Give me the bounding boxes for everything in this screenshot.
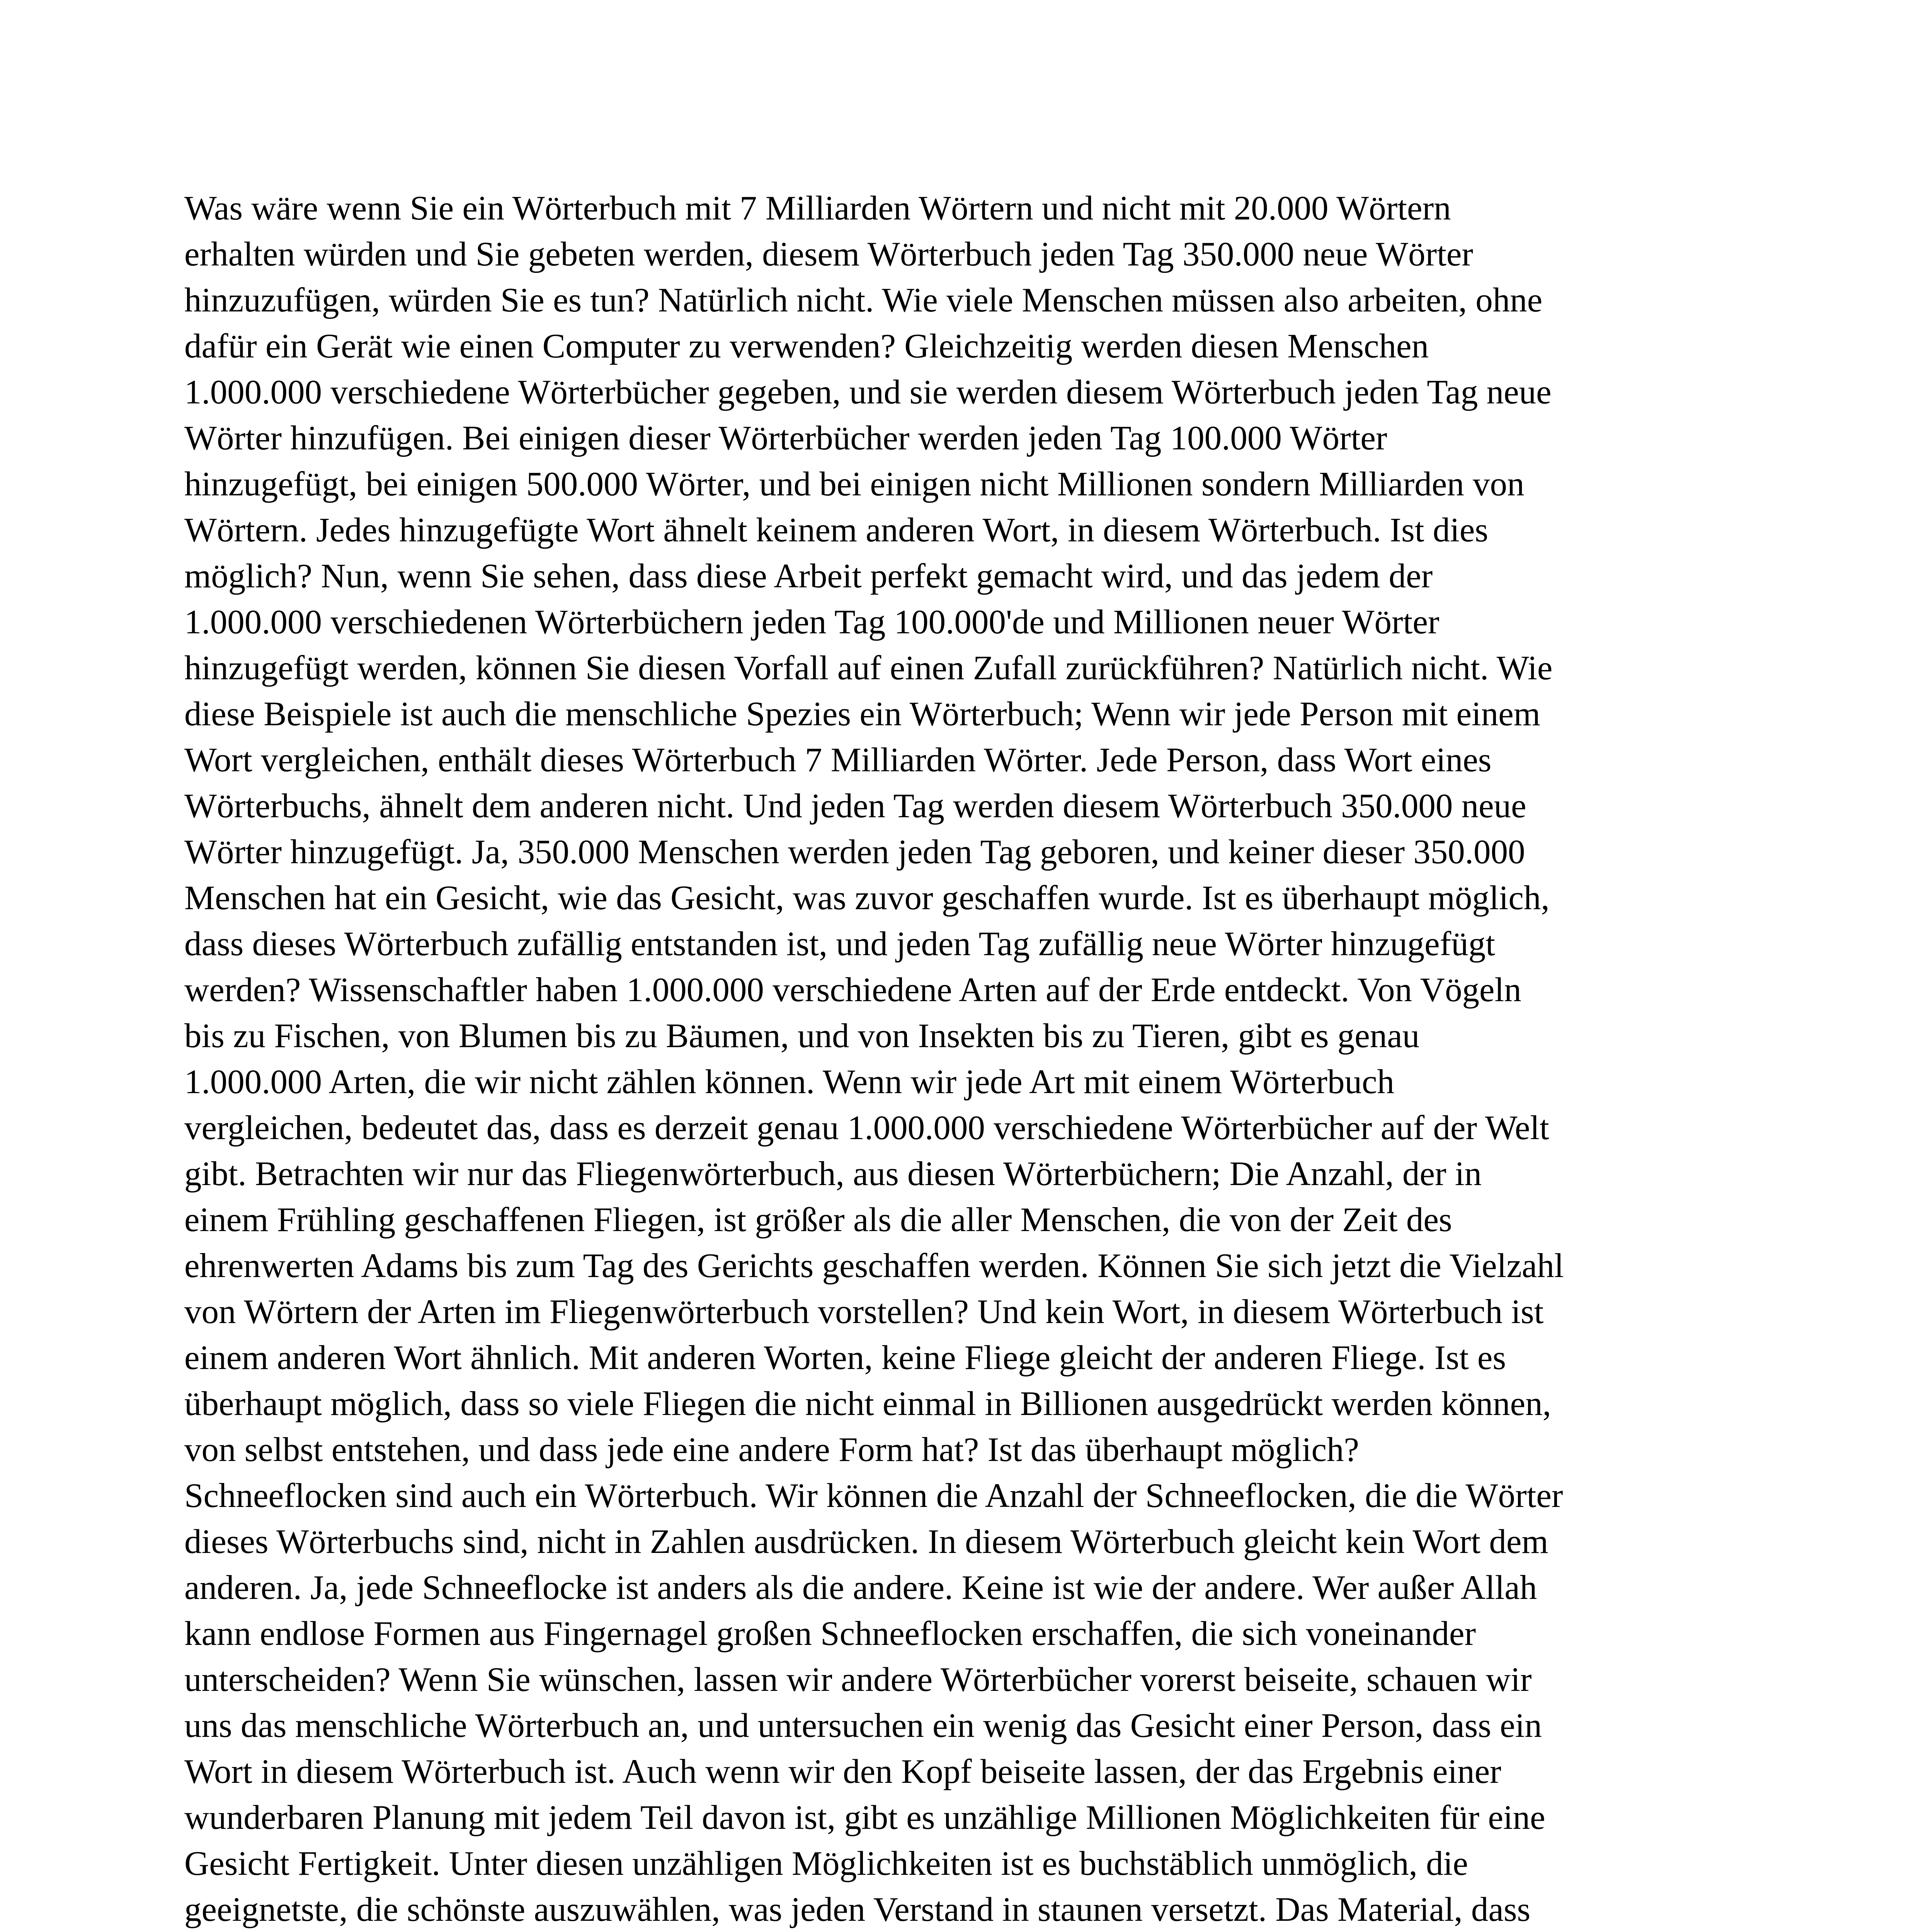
- text-line: dafür ein Gerät wie einen Computer zu verwenden? Gleichzeitig werden diesen Menschen: [184, 327, 1429, 365]
- text-line: Gesicht Fertigkeit. Unter diesen unzähligen Möglichkeiten ist es buchstäblich unmöglich, die: [184, 1845, 1468, 1883]
- text-line: 1.000.000 verschiedene Wörterbücher gegeben, und sie werden diesem Wörterbuch jeden Tag neue: [184, 373, 1552, 411]
- text-line: von selbst entstehen, und dass jede eine andere Form hat? Ist das überhaupt möglich?: [184, 1431, 1359, 1469]
- text-line: bis zu Fischen, von Blumen bis zu Bäumen, und von Insekten bis zu Tieren, gibt es genau: [184, 1017, 1420, 1055]
- text-line: werden? Wissenschaftler haben 1.000.000 verschiedene Arten auf der Erde entdeckt. Von Vögeln: [184, 971, 1521, 1009]
- text-line: Schneeflocken sind auch ein Wörterbuch. Wir können die Anzahl der Schneeflocken, die die Wörter: [184, 1477, 1563, 1515]
- text-line: uns das menschliche Wörterbuch an, und untersuchen ein wenig das Gesicht einer Person, dass ein: [184, 1707, 1542, 1745]
- text-line: hinzugefügt, bei einigen 500.000 Wörter, und bei einigen nicht Millionen sondern Milliarden von: [184, 465, 1525, 503]
- text-line: dass dieses Wörterbuch zufällig entstanden ist, und jeden Tag zufällig neue Wörter hinzugefügt: [184, 925, 1496, 963]
- text-line: ehrenwerten Adams bis zum Tag des Gerichts geschaffen werden. Können Sie sich jetzt die Vielzahl: [184, 1247, 1564, 1285]
- text-line: überhaupt möglich, dass so viele Fliegen die nicht einmal in Billionen ausgedrückt werden können,: [184, 1385, 1551, 1423]
- text-line: hinzugefügt werden, können Sie diesen Vorfall auf einen Zufall zurückführen? Natürlich nicht. Wie: [184, 649, 1553, 687]
- text-line: dieses Wörterbuchs sind, nicht in Zahlen ausdrücken. In diesem Wörterbuch gleicht kein Wort dem: [184, 1523, 1548, 1561]
- text-line: erhalten würden und Sie gebeten werden, diesem Wörterbuch jeden Tag 350.000 neue Wörter: [184, 235, 1474, 273]
- text-line: gibt. Betrachten wir nur das Fliegenwörterbuch, aus diesen Wörterbüchern; Die Anzahl, der in: [184, 1155, 1482, 1193]
- text-line: einem Frühling geschaffenen Fliegen, ist größer als die aller Menschen, die von der Zeit des: [184, 1201, 1452, 1239]
- text-line: Wörtern. Jedes hinzugefügte Wort ähnelt keinem anderen Wort, in diesem Wörterbuch. Ist dies: [184, 511, 1489, 549]
- text-line: einem anderen Wort ähnlich. Mit anderen Worten, keine Fliege gleicht der anderen Fliege. Ist es: [184, 1339, 1506, 1377]
- text-line: kann endlose Formen aus Fingernagel großen Schneeflocken erschaffen, die sich voneinander: [184, 1615, 1476, 1653]
- text-line: möglich? Nun, wenn Sie sehen, dass diese Arbeit perfekt gemacht wird, und das jedem der: [184, 557, 1433, 595]
- text-line: 1.000.000 verschiedenen Wörterbüchern jeden Tag 100.000'de und Millionen neuer Wörter: [184, 603, 1440, 641]
- text-line: Wort vergleichen, enthält dieses Wörterbuch 7 Milliarden Wörter. Jede Person, dass Wort eines: [184, 741, 1492, 779]
- text-line: wunderbaren Planung mit jedem Teil davon ist, gibt es unzählige Millionen Möglichkeiten für eine: [184, 1799, 1545, 1837]
- text-line: unterscheiden? Wenn Sie wünschen, lassen wir andere Wörterbücher vorerst beiseite, schauen wir: [184, 1661, 1532, 1699]
- text-line: 1.000.000 Arten, die wir nicht zählen können. Wenn wir jede Art mit einem Wörterbuch: [184, 1063, 1394, 1101]
- text-line: Wörterbuchs, ähnelt dem anderen nicht. Und jeden Tag werden diesem Wörterbuch 350.000 neue: [184, 787, 1526, 825]
- text-line: Wort in diesem Wörterbuch ist. Auch wenn wir den Kopf beiseite lassen, der das Ergebnis einer: [184, 1753, 1501, 1791]
- text-line: hinzuzufügen, würden Sie es tun? Natürlich nicht. Wie viele Menschen müssen also arbeiten, ohne: [184, 281, 1543, 319]
- text-line: vergleichen, bedeutet das, dass es derzeit genau 1.000.000 verschiedene Wörterbücher auf der Welt: [184, 1109, 1549, 1147]
- text-line: geeignetste, die schönste auszuwählen, was jeden Verstand in staunen versetzt. Das Material, dass: [184, 1891, 1531, 1929]
- text-line: Wörter hinzugefügt. Ja, 350.000 Menschen werden jeden Tag geboren, und keiner dieser 350.000: [184, 833, 1525, 871]
- text-line: Was wäre wenn Sie ein Wörterbuch mit 7 Milliarden Wörtern und nicht mit 20.000 Wörtern: [184, 189, 1451, 227]
- body-text: [184, 185, 1753, 1932]
- text-line: Menschen hat ein Gesicht, wie das Gesicht, was zuvor geschaffen wurde. Ist es überhaupt möglich,: [184, 879, 1550, 917]
- text-line: Wörter hinzufügen. Bei einigen dieser Wörterbücher werden jeden Tag 100.000 Wörter: [184, 419, 1387, 457]
- text-line: anderen. Ja, jede Schneeflocke ist anders als die andere. Keine ist wie der andere. Wer außer Allah: [184, 1569, 1537, 1607]
- text-line: von Wörtern der Arten im Fliegenwörterbuch vorstellen? Und kein Wort, in diesem Wörterbuch ist: [184, 1293, 1544, 1331]
- text-line: diese Beispiele ist auch die menschliche Spezies ein Wörterbuch; Wenn wir jede Person mit einem: [184, 695, 1540, 733]
